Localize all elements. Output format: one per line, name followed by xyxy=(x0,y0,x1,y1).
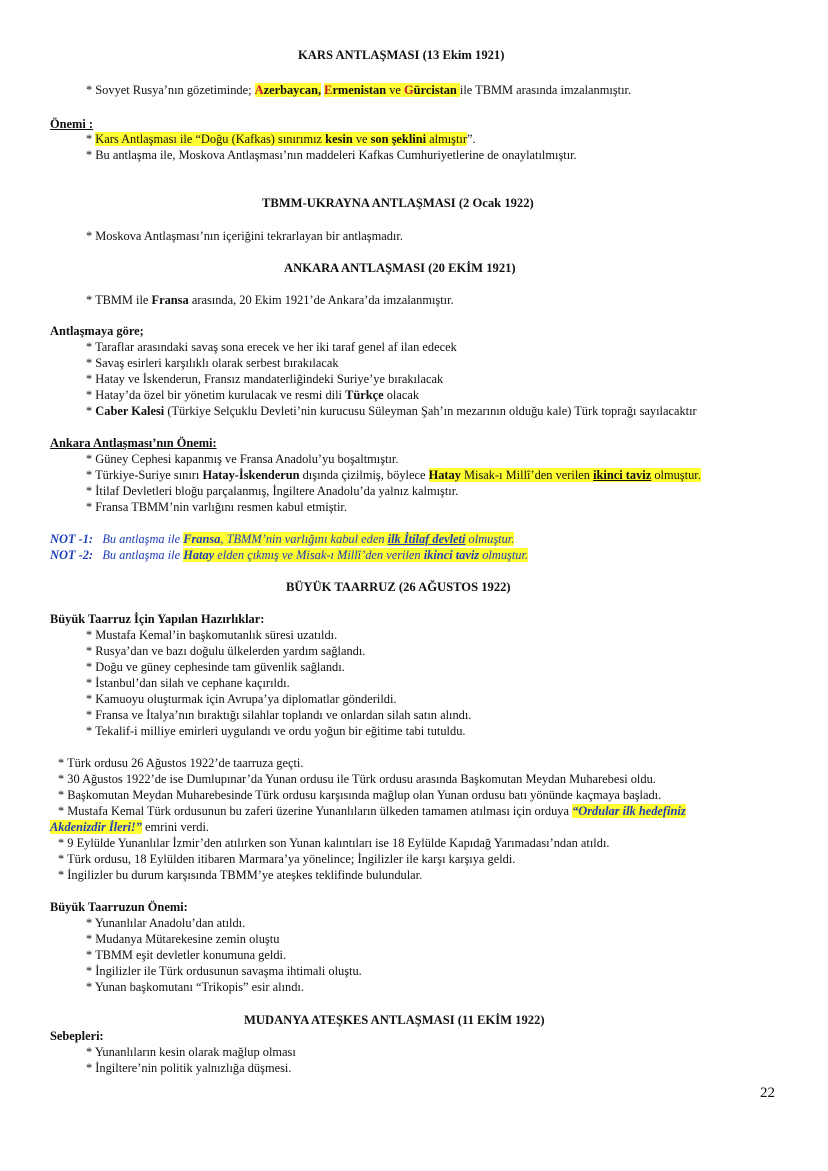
not2-label: NOT -2: xyxy=(50,548,94,562)
ankara-gore-item-2: * Savaş esirleri karşılıklı olarak serbest bırakılacak xyxy=(86,356,339,370)
b1-ve: ve xyxy=(352,132,371,146)
b1-son: son şeklini xyxy=(370,132,427,146)
o2-c: Misak-ı Millî’den verilen xyxy=(460,468,594,482)
ermenistan-gurcistan-highlight xyxy=(324,83,460,97)
ankara-title: ANKARA ANTLAŞMASI (20 EKİM 1921) xyxy=(284,261,516,275)
taarruz-event-3: * Başkomutan Meydan Muharebesinde Türk ordusu karşısında mağlup olan Yunan ordusu batı yönünde kaçmaya başladı. xyxy=(58,788,662,802)
not2-ikinci: ikinci taviz xyxy=(423,548,480,562)
taarruz-event-7: * İngilizler bu durum karşısında TBMM’ye ateşkes teklifinde bulundular. xyxy=(58,868,423,882)
taarruz-onemi-item-4: * İngilizler ile Türk ordusunun savaşma ihtimali oluştu. xyxy=(86,964,362,978)
taarruz-event-4-cont xyxy=(50,819,209,835)
not1-ilk: ilk İtilaf devleti xyxy=(387,532,466,546)
g4-turkce: Türkçe xyxy=(345,388,384,402)
ankara-gore-item-1: * Taraflar arasındaki savaş sona erecek ve her iki taraf genel af ilan edecek xyxy=(86,340,457,354)
ankara-gore-item-5 xyxy=(86,403,697,419)
ankara-onemi-item-1: * Güney Cephesi kapanmış ve Fransa Anadolu’yu boşaltmıştır. xyxy=(86,452,399,466)
not1-label: NOT -1: xyxy=(50,532,94,546)
taarruz-event-4 xyxy=(58,803,686,819)
hazirlik-item-3: * Doğu ve güney cephesinde tam güvenlik sağlandı. xyxy=(86,660,345,674)
taarruz-event-2: * 30 Ağustos 1922’de ise Dumlupınar’da Yunan ordusu ile Türk ordusu arasında Başkomutan Meydan Muharebesi oldu. xyxy=(58,772,656,786)
e4-a: * Mustafa Kemal Türk ordusunun bu zaferi üzerine Yunanlıların ülkeden tamamen atılması için orduya xyxy=(58,804,573,818)
ankara-onemi-heading: Ankara Antlaşması’nın Önemi: xyxy=(50,436,217,450)
g5-caber: Caber Kalesi xyxy=(95,404,165,418)
hazirlik-item-2: * Rusya’dan ve bazı doğulu ülkelerden yardım sağlandı. xyxy=(86,644,366,658)
ankara-onemi-item-2 xyxy=(86,467,701,483)
ankara-intro-b: arasında, 20 Ekim 1921’de Ankara’da imzalanmıştır. xyxy=(188,293,454,307)
kars-intro-tail: ile TBMM arasında imzalanmıştır. xyxy=(459,83,632,97)
mudanya-sebep-heading: Sebepleri: xyxy=(50,1029,104,1043)
gu-rest: ürcistan xyxy=(413,83,460,97)
kars-title: KARS ANTLAŞMASI (13 Ekim 1921) xyxy=(298,48,505,62)
taarruz-onemi-item-5: * Yunan başkomutanı “Trikopis” esir alındı. xyxy=(86,980,304,994)
taarruz-onemi-item-1: * Yunanlılar Anadolu’dan atıldı. xyxy=(86,916,246,930)
hazirlik-item-7: * Tekalif-i milliye emirleri uygulandı ve ordu yoğun bir eğitime tabi tutuldu. xyxy=(86,724,466,738)
g4-b: olacak xyxy=(383,388,420,402)
ankara-intro-a: * TBMM ile xyxy=(86,293,152,307)
ankara-onemi-item-4: * Fransa TBMM’nin varlığını resmen kabul etmiştir. xyxy=(86,500,347,514)
o2-ikinci-taviz: ikinci taviz xyxy=(593,468,652,482)
o2-hatay: Hatay xyxy=(428,468,461,482)
kars-onemi-item-1: * Kars Antlaşması ile “Doğu (Kafkas) sınırımız kesin ve son şeklini almıştır”. xyxy=(86,132,476,146)
kars-intro xyxy=(86,82,631,98)
g4-a: * Hatay’da özel bir yönetim kurulacak ve resmi dili xyxy=(86,388,346,402)
taarruz-event-5: * 9 Eylülde Yunanlılar İzmir’den atılırken son Yunan kalıntıları ise 18 Eylülde Kapıdağ Yarımadası’ndan atıldı. xyxy=(58,836,610,850)
b1-almis: almıştır xyxy=(426,132,468,146)
not2-b: elden çıkmış ve Misak-ı Millî’den verilen xyxy=(214,548,424,562)
ankara-note-1 xyxy=(50,531,514,547)
mudanya-title: MUDANYA ATEŞKES ANTLAŞMASI (11 EKİM 1922) xyxy=(244,1013,545,1027)
o2-hatay-iskenderun: Hatay-İskenderun xyxy=(202,468,300,482)
ankara-note-2 xyxy=(50,547,528,563)
g5-b: (Türkiye Selçuklu Devleti’nin kurucusu Süleyman Şah’ın mezarının olduğu kale) Türk toprağı sayılacaktır xyxy=(164,404,697,418)
ankara-onemi-item-3: * İtilaf Devletleri bloğu parçalanmış, İngiltere Anadolu’da yalnız kalmıştır. xyxy=(86,484,459,498)
not1-highlight xyxy=(183,532,514,546)
b1-text: Kars Antlaşması ile “Doğu (Kafkas) sınırımız xyxy=(95,132,326,146)
ankara-intro-fransa: Fransa xyxy=(151,293,189,307)
ankara-gore-item-3: * Hatay ve İskenderun, Fransız mandaterliğindeki Suriye’ye bırakılacak xyxy=(86,372,444,386)
not2-hatay: Hatay xyxy=(183,548,215,562)
mudanya-sebep-item-1: * Yunanlıların kesin olarak mağlup olması xyxy=(86,1045,296,1059)
gu-initial: G xyxy=(404,83,414,97)
kars-onemi-heading: Önemi : xyxy=(50,117,94,131)
ankara-gore-heading: Antlaşmaya göre; xyxy=(50,324,144,338)
taarruz-onemi-item-2: * Mudanya Mütarekesine zemin oluştu xyxy=(86,932,280,946)
az-initial: A xyxy=(254,83,264,97)
azerbaycan-highlight xyxy=(255,83,321,97)
az-rest: zerbaycan, xyxy=(263,83,322,97)
o2-a: * Türkiye-Suriye sınırı xyxy=(86,468,203,482)
g5-a: * xyxy=(86,404,96,418)
e4-quote-end: Akdenizdir İleri!” xyxy=(50,820,142,834)
ukrayna-line: * Moskova Antlaşması’nın içeriğini tekrarlayan bir antlaşmadır. xyxy=(86,229,403,243)
ukrayna-title: TBMM-UKRAYNA ANTLAŞMASI (2 Ocak 1922) xyxy=(262,196,534,210)
not1-fransa: Fransa xyxy=(183,532,221,546)
ve-text: ve xyxy=(389,83,405,97)
kars-onemi-item-2: * Bu antlaşma ile, Moskova Antlaşması’nın maddeleri Kafkas Cumhuriyetlerine de onaylatılmıştır. xyxy=(86,148,577,162)
er-initial: E xyxy=(324,83,333,97)
kars-intro-text: * Sovyet Rusya’nın gözetiminde; xyxy=(86,83,255,97)
o2-b: dışında çizilmiş, böylece xyxy=(299,468,429,482)
hazirlik-item-5: * Kamuoyu oluşturmak için Avrupa’ya diplomatlar gönderildi. xyxy=(86,692,397,706)
taarruz-onemi-heading: Büyük Taarruzun Önemi: xyxy=(50,900,188,914)
page-number: 22 xyxy=(760,1085,775,1101)
kars-onemi-highlight xyxy=(95,132,467,146)
taarruz-event-6: * Türk ordusu, 18 Eylülden itibaren Marmara’ya yönelince; İngilizler ile karşı karşıya geldi. xyxy=(58,852,516,866)
taarruz-title: BÜYÜK TAARRUZ (26 AĞUSTOS 1922) xyxy=(286,580,511,594)
e4-b: emrini verdi. xyxy=(141,820,210,834)
not2-a: Bu antlaşma ile xyxy=(102,548,184,562)
not2-highlight xyxy=(183,548,528,562)
o2-d: olmuştur. xyxy=(651,468,701,482)
ankara-intro xyxy=(86,292,454,308)
taarruz-hazirlik-heading: Büyük Taarruz İçin Yapılan Hazırlıklar: xyxy=(50,612,265,626)
hazirlik-item-4: * İstanbul’dan silah ve cephane kaçırıldı. xyxy=(86,676,290,690)
e4-quote-start: “Ordular ilk hedefiniz xyxy=(572,804,686,818)
mudanya-sebep-item-2: * İngiltere’nin politik yalnızlığa düşmesi. xyxy=(86,1061,292,1075)
er-rest: rmenistan xyxy=(332,83,390,97)
taarruz-event-1: * Türk ordusu 26 Ağustos 1922’de taarruza geçti. xyxy=(58,756,304,770)
ankara-gore-item-4 xyxy=(86,387,419,403)
b1-kesin: kesin xyxy=(325,132,353,146)
not1-c: olmuştur. xyxy=(465,532,515,546)
taarruz-onemi-item-3: * TBMM eşit devletler konumuna geldi. xyxy=(86,948,287,962)
o2-highlight xyxy=(429,468,701,482)
not1-a: Bu antlaşma ile xyxy=(102,532,184,546)
not2-c: olmuştur. xyxy=(479,548,529,562)
hazirlik-item-6: * Fransa ve İtalya’nın bıraktığı silahlar toplandı ve onlardan silah satın alındı. xyxy=(86,708,472,722)
hazirlik-item-1: * Mustafa Kemal’in başkomutanlık süresi uzatıldı. xyxy=(86,628,338,642)
b1-tail: ”. xyxy=(467,132,476,146)
not1-b: , TBMM’nin varlığını kabul eden xyxy=(220,532,388,546)
